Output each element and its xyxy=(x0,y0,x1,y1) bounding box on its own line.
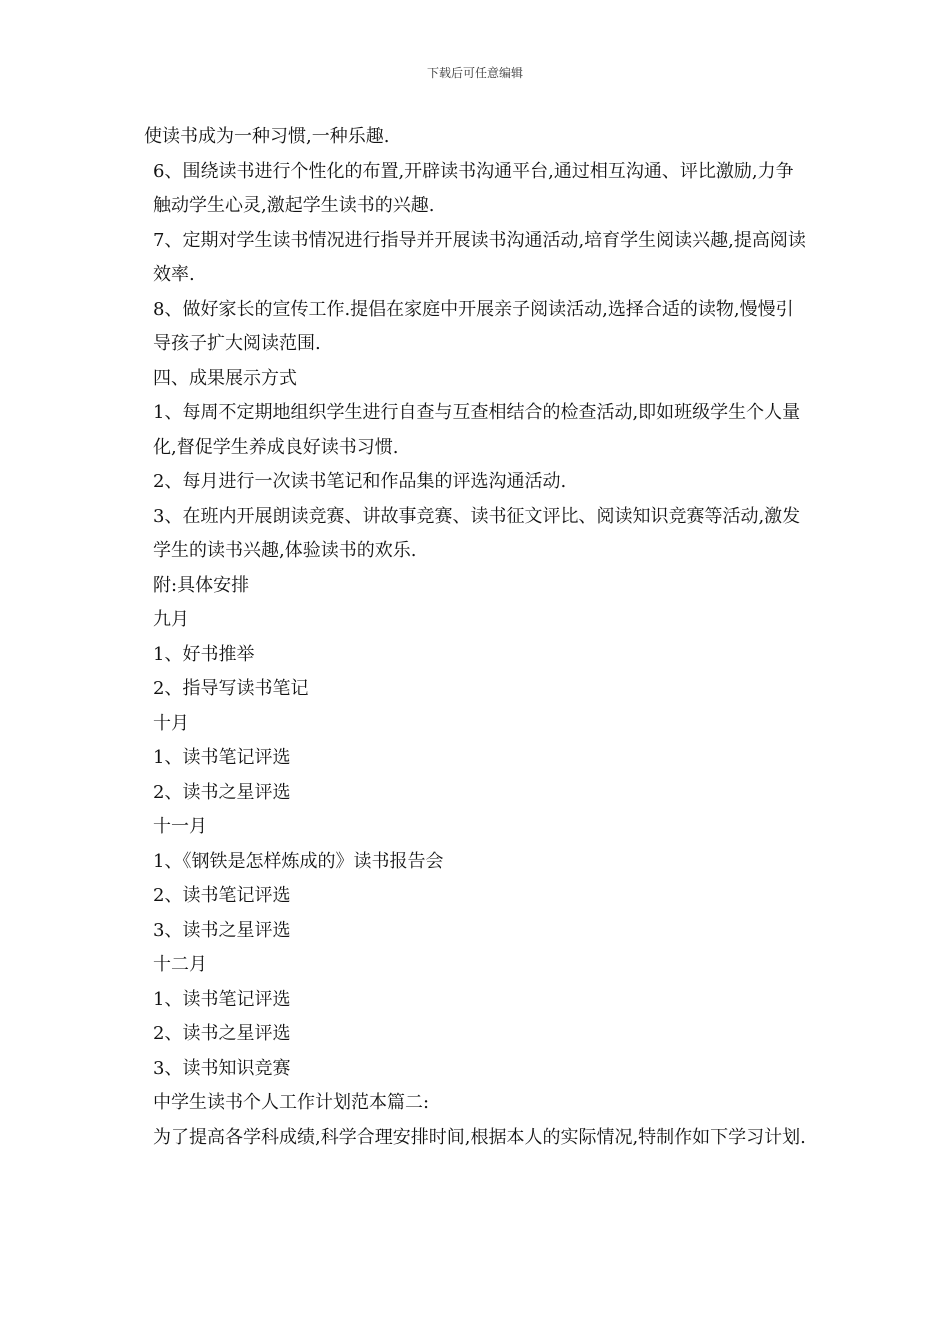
list-item: 1、好书推举 xyxy=(153,643,255,665)
list-item: 1、读书笔记评选 xyxy=(153,747,291,768)
list-item: 2、读书笔记评选 xyxy=(153,885,291,906)
list-item: 2、读书之星评选 xyxy=(153,781,291,803)
paragraph: 使读书成为一种习惯,一种乐趣. xyxy=(144,126,390,147)
section-heading: 四、成果展示方式 xyxy=(153,367,297,389)
paragraph: 8、做好家长的宣传工作.提倡在家庭中开展亲子阅读活动,选择合适的读物,慢慢引导孩子扩大阅读范围. xyxy=(153,298,794,354)
month-heading: 九月 xyxy=(153,609,189,630)
paragraph: 为了提高各学科成绩,科学合理安排时间,根据本人的实际情况,特制作如下学习计划. xyxy=(153,1126,806,1148)
paragraph: 7、定期对学生读书情况进行指导并开展读书沟通活动,培育学生阅读兴趣,提高阅读效率. xyxy=(153,229,806,285)
document-body xyxy=(144,120,809,1155)
list-item: 3、读书之星评选 xyxy=(153,919,291,941)
paragraph: 3、在班内开展朗读竞赛、讲故事竞赛、读书征文评比、阅读知识竞赛等活动,激发学生的读书兴趣,体验读书的欢乐. xyxy=(153,505,801,561)
list-item: 1、读书笔记评选 xyxy=(153,988,291,1010)
section-heading: 中学生读书个人工作计划范本篇二: xyxy=(153,1092,430,1113)
paragraph: 6、围绕读书进行个性化的布置,开辟读书沟通平台,通过相互沟通、评比激励,力争触动学生心灵,激起学生读书的兴趣. xyxy=(153,160,794,216)
month-heading: 十一月 xyxy=(153,816,207,837)
list-item: 2、读书之星评选 xyxy=(153,1023,291,1044)
page-header: 下载后可任意编辑 xyxy=(426,66,523,80)
month-heading: 十月 xyxy=(153,712,189,734)
list-item: 1、《钢铁是怎样炼成的》读书报告会 xyxy=(153,850,444,872)
list-item: 2、指导写读书笔记 xyxy=(153,678,309,699)
paragraph: 2、每月进行一次读书笔记和作品集的评选沟通活动. xyxy=(153,471,567,492)
list-item: 3、读书知识竞赛 xyxy=(153,1057,291,1079)
month-heading: 十二月 xyxy=(153,954,207,975)
paragraph: 1、每周不定期地组织学生进行自查与互查相结合的检查活动,即如班级学生个人量化,督促学生养成良好读书习惯. xyxy=(153,402,801,458)
section-heading: 附:具体安排 xyxy=(153,574,250,596)
